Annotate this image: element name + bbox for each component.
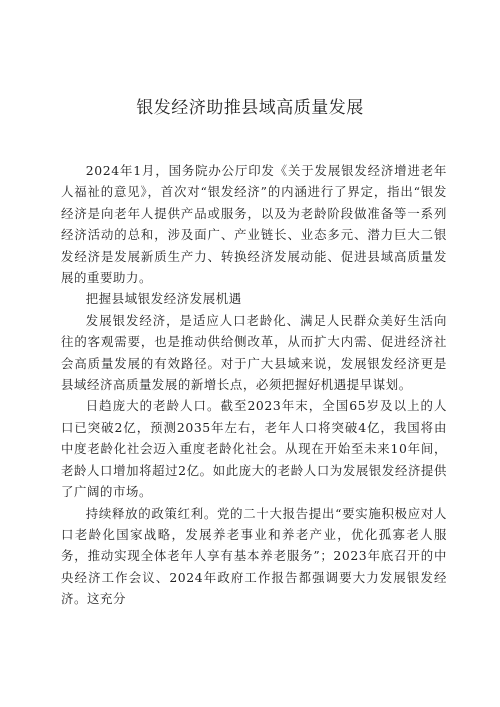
document-body: [61, 160, 447, 610]
paragraph-policy-dividend: 持续释放的政策红利。党的二十大报告提出“要实施积极应对人口老龄化国家战略，发展养老事业和养老产业，优化孤寡老人服务，推动实现全体老年人享有基本养老服务”；2023年底召开的中央经济工作会议、2024年政府工作报告都强调要大力发展银发经济。这充分: [61, 505, 447, 607]
paragraph-aging-population: 日趋庞大的老龄人口。截至2023年末，全国65岁及以上的人口已突破2亿，预测2035年左右，老年人口将突破4亿，我国将由中度老龄化社会迈入重度老龄化社会。从现在开始至未来10年间，老龄人口增加将超过2亿。如此庞大的老龄人口为发展银发经济提供了广阔的市场。: [61, 398, 447, 500]
document-title: 银发经济助推县域高质量发展: [136, 98, 364, 118]
paragraph-opportunity: 发展银发经济，是适应人口老龄化、满足人民群众美好生活向往的客观需要，也是推动供给侧改革，从而扩大内需、促进经济社会高质量发展的有效路径。对于广大县域来说，发展银发经济更是县域经济高质量发展的新增长点，必须把握好机遇提早谋划。: [61, 312, 447, 393]
paragraph-intro: 2024年1月，国务院办公厅印发《关于发展银发经济增进老年人福祉的意见》，首次对“银发经济”的内涵进行了界定，指出“银发经济是向老年人提供产品或服务，以及为老龄阶段做准备等一系列经济活动的总和，涉及面广、产业链长、业态多元、潜力巨大二银发经济是发展新质生产力、转换经济发展动能、促进县域高质量发展的重要助力。: [61, 163, 447, 286]
section-heading: 把握县域银发经济发展机遇: [85, 291, 242, 307]
